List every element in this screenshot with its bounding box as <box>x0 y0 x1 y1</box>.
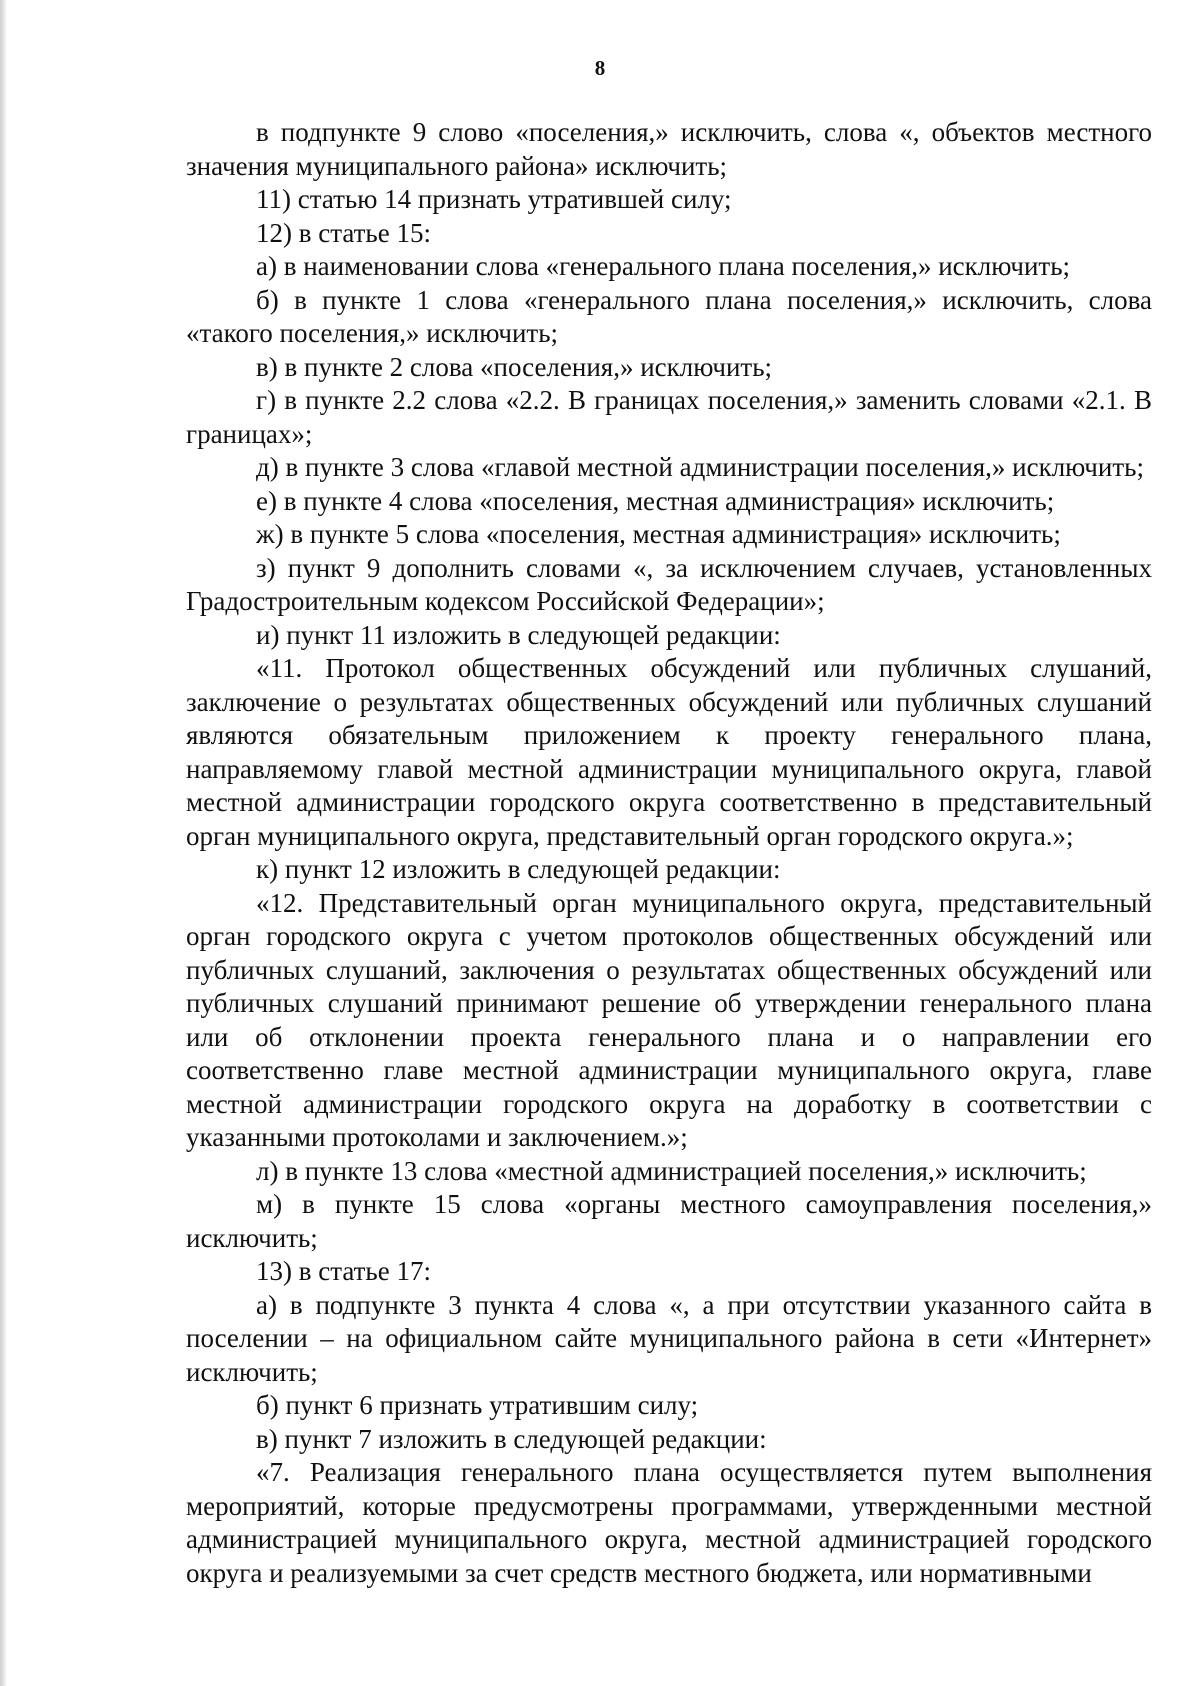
paragraph: б) пункт 6 признать утратившим силу; <box>256 1390 699 1420</box>
paragraph: и) пункт 11 изложить в следующей редакции: <box>256 619 781 650</box>
paragraph: в подпункте 9 слово «поселения,» исключить, слова «, объектов местного значения муниципального района» исключить; <box>186 117 1152 181</box>
page-number: 8 <box>594 56 606 80</box>
paragraph: 12) в статье 15: <box>256 217 431 248</box>
paragraph: е) в пункте 4 слова «поселения, местная администрация» исключить; <box>256 485 1055 516</box>
paragraph: в) пункт 7 изложить в следующей редакции: <box>256 1423 767 1454</box>
paragraph: «12. Представительный орган муниципального округа, представительный орган городского округа с учетом протоколов общественных обсуждений или публичных слушаний, заключения о результатах общественных обсуждений или публичных слушаний принимают решение об утверждении генерального плана или об отклонении проекта генерального плана и о направлении его соответственно главе местной администрации муниципального округа, главе местной администрации городского округа на доработку в соответствии с указанными протоколами и заключением.»; <box>186 887 1152 1152</box>
paragraph: в) в пункте 2 слова «поселения,» исключить; <box>256 351 773 382</box>
paragraph: ж) в пункте 5 слова «поселения, местная администрация» исключить; <box>256 519 1061 549</box>
document-body <box>186 116 1152 1590</box>
paragraph: з) пункт 9 дополнить словами «, за исключением случаев, установленных Градостроительным кодексом Российской Федерации»; <box>186 552 1152 616</box>
paragraph: г) в пункте 2.2 слова «2.2. В границах поселения,» заменить словами «2.1. В границах»; <box>186 385 1152 449</box>
paragraph: к) пункт 12 изложить в следующей редакции: <box>256 854 781 884</box>
paragraph: «11. Протокол общественных обсуждений или публичных слушаний, заключение о результатах общественных обсуждений или публичных слушаний являются обязательным приложением к проекту генерального плана, направляемому главой местной администрации муниципального округа, главой местной администрации городского округа соответственно в представительный орган муниципального округа, представительный орган городского округа.»; <box>186 653 1152 851</box>
paragraph: л) в пункте 13 слова «местной администрацией поселения,» исключить; <box>256 1155 1087 1186</box>
paragraph: а) в подпункте 3 пункта 4 слова «, а при отсутствии указанного сайта в поселении – на официальном сайте муниципального района в сети «Интернет» исключить; <box>186 1289 1152 1387</box>
paragraph: «7. Реализация генерального плана осуществляется путем выполнения мероприятий, которые предусмотрены программами, утвержденными местной администрацией муниципального округа, местной администрацией городского округа и реализуемыми за счет средств местного бюджета, или нормативными <box>186 1457 1152 1588</box>
paragraph: д) в пункте 3 слова «главой местной администрации поселения,» исключить; <box>256 452 1144 482</box>
paragraph: м) в пункте 15 слова «органы местного самоуправления поселения,» исключить; <box>186 1189 1152 1253</box>
paragraph: а) в наименовании слова «генерального плана поселения,» исключить; <box>256 251 1071 281</box>
scan-edge <box>0 0 6 1686</box>
paragraph: б) в пункте 1 слова «генерального плана поселения,» исключить, слова «такого поселения,» исключить; <box>186 284 1152 348</box>
paragraph: 11) статью 14 признать утратившей силу; <box>256 184 732 214</box>
paragraph: 13) в статье 17: <box>256 1256 431 1286</box>
